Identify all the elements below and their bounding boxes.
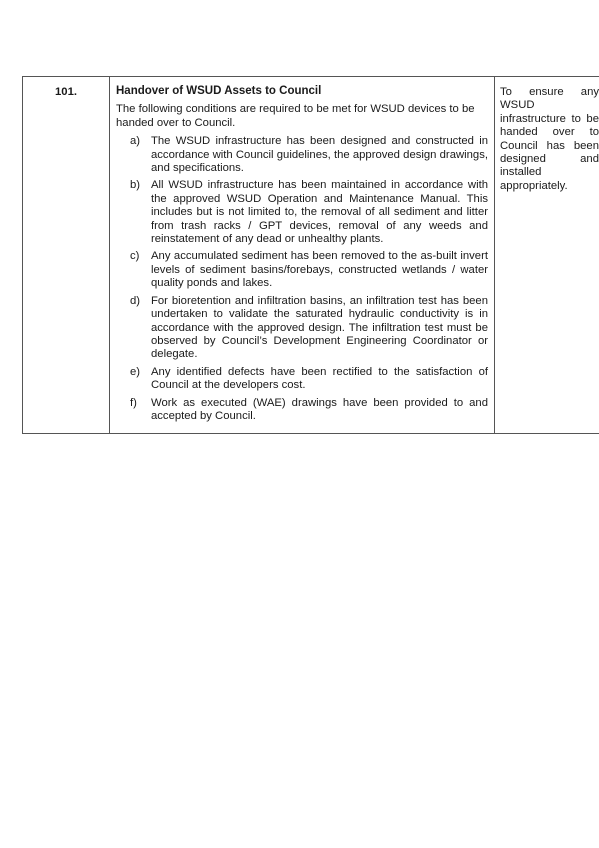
condition-intro: The following conditions are required to be met for WSUD devices to be handed over to Council. [116, 103, 475, 129]
list-item-marker: a) [130, 135, 141, 148]
list-item [130, 366, 488, 393]
condition-reason: To ensure any WSUD infrastructure to be handed over to Council has been designed and installed appropriately. [495, 77, 599, 434]
list-item-text: For bioretention and infiltration basins, an infiltration test has been undertaken to validate the saturated hydraulic conductivity is in accordance with the approved design. The infiltration test must be observed by Council’s Development Engineering Coordinator or delegate. [151, 294, 488, 361]
list-item-marker: b) [130, 179, 141, 192]
list-item-marker: c) [130, 250, 140, 263]
conditions-table [22, 76, 599, 434]
list-item-marker: e) [130, 365, 141, 378]
list-item [130, 397, 488, 424]
condition-row [23, 77, 599, 434]
list-item [130, 295, 488, 362]
list-item-text: Any identified defects have been rectified to the satisfaction of Council at the developers cost. [151, 365, 488, 392]
list-item-text: Any accumulated sediment has been removed to the as-built invert levels of sediment basins/forebays, constructed wetlands / water quality ponds and lakes. [151, 250, 488, 290]
condition-heading: Handover of WSUD Assets to Council [116, 85, 322, 97]
list-item-marker: d) [130, 294, 141, 307]
condition-body [110, 77, 495, 434]
list-item [130, 135, 488, 175]
condition-number: 101. [23, 77, 110, 434]
list-item-text: Work as executed (WAE) drawings have been provided to and accepted by Council. [151, 396, 488, 422]
list-item [130, 250, 488, 290]
list-item [130, 179, 488, 246]
list-item-text: All WSUD infrastructure has been maintained in accordance with the approved WSUD Operation and Maintenance Manual. This includes but is not limited to, the removal of all sediment and litter from trash racks / GPT devices, removal of any weeds and reinstatement of any dead or unhealthy plants. [151, 179, 488, 246]
list-item-text: The WSUD infrastructure has been designed and constructed in accordance with Council guidelines, the approved design drawings, and specifications. [151, 135, 488, 175]
list-item-marker: f) [130, 396, 137, 409]
condition-items-list [116, 135, 488, 423]
